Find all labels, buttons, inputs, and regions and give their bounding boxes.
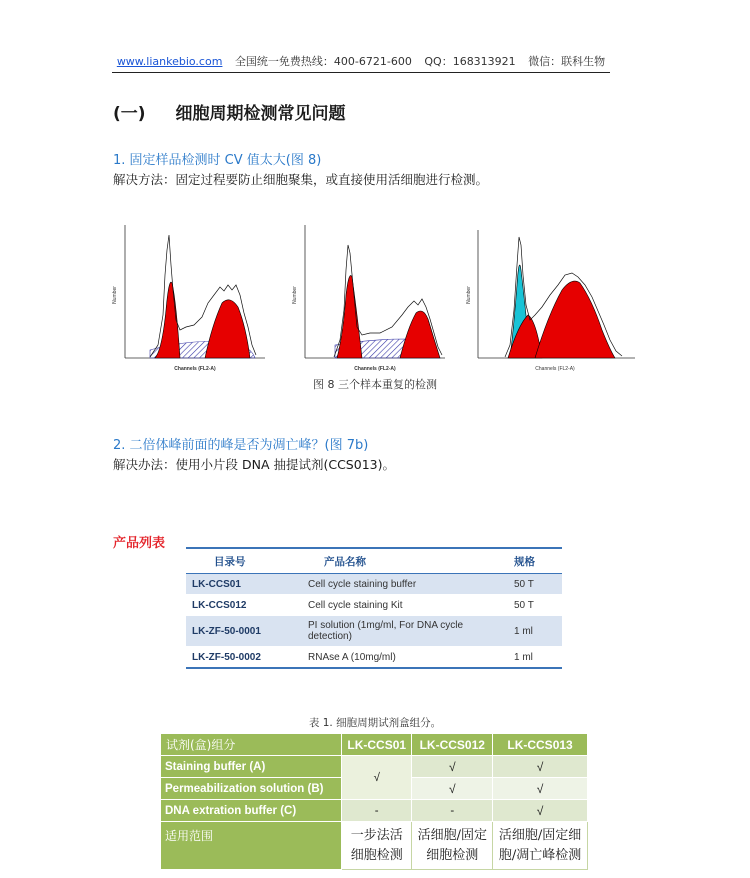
ccs013-cell: √ [493,800,588,822]
product-name: Cell cycle staining Kit [302,595,508,616]
g1-peak [337,275,362,358]
col-size: 规格 [508,548,562,574]
kit-components-table [160,733,588,870]
faq-answer-2: 解决办法：使用小片段 DNA 抽提试剂(CCS013)。 [113,457,395,472]
faq-answer-1: 解决方法：固定过程要防止细胞聚集，或直接使用活细胞进行检测。 [113,172,489,187]
ccs013-cell: √ [493,778,588,800]
ccs012-scope: 活细胞/固定细胞检测 [412,822,493,870]
g2-peak [535,281,615,358]
ccs012-cell: - [412,800,493,822]
histogram-panel-2 [292,225,445,372]
ccs013-cell: √ [493,756,588,778]
col-ccs01: LK-CCS01 [342,734,412,756]
ccs012-cell: √ [412,756,493,778]
figure-caption: 图 8 三个样本重复的检测 [313,378,437,391]
kit-table-caption: 表 1. 细胞周期试剂盒组分。 [308,717,442,729]
table-row [161,822,588,870]
product-name: PI solution (1mg/ml, For DNA cycle detection) [302,616,508,647]
col-ccs012: LK-CCS012 [412,734,493,756]
section-title: 细胞周期检测常见问题 [175,104,346,124]
component-label: Staining buffer (A) [161,756,342,778]
ccs01-cell: √ [342,756,412,800]
col-component: 试剂(盒)组分 [161,734,342,756]
panel-1-ylabel: Number [112,286,118,304]
catalog-number: LK-CCS01 [186,574,302,595]
panel-3-xlabel: Channels (FL2-A) [535,366,575,372]
ccs012-cell: √ [412,778,493,800]
section-number: (一) [113,104,146,124]
product-list-title: 产品列表 [113,536,166,551]
histogram-panel-3 [466,230,635,372]
product-name: RNAse A (10mg/ml) [302,647,508,669]
faq-question-2: 2. 二倍体峰前面的峰是否为凋亡峰？(图 7b) [113,438,369,453]
section-heading [113,99,346,124]
ccs01-scope: 一步法活细胞检测 [342,822,412,870]
table-row [161,756,588,778]
component-label: Permeabilization solution (B) [161,778,342,800]
g2-peak [400,311,440,358]
table-row [161,800,588,822]
qq-text: QQ：168313921 [424,55,516,68]
figure-8-histograms [110,215,650,375]
panel-1-xlabel: Channels (FL2-A) [174,366,216,372]
product-table-header [186,548,562,574]
table-row [186,574,562,595]
product-size: 50 T [508,574,562,595]
component-label: 适用范围 [161,822,342,870]
wechat-text: 微信：联科生物 [528,55,606,68]
panel-3-ylabel: Number [466,286,472,304]
table-row [186,616,562,647]
catalog-number: LK-ZF-50-0001 [186,616,302,647]
col-product-name: 产品名称 [302,548,508,574]
col-ccs013: LK-CCS013 [493,734,588,756]
ccs013-scope: 活细胞/固定细胞/凋亡峰检测 [493,822,588,870]
table-row [186,595,562,616]
product-size: 1 ml [508,616,562,647]
panel-2-xlabel: Channels (FL2-A) [354,366,396,372]
page-header [112,53,610,73]
panel-2-ylabel: Number [292,286,298,304]
website-link[interactable]: www.liankebio.com [116,55,223,68]
product-name: Cell cycle staining buffer [302,574,508,595]
product-size: 1 ml [508,647,562,669]
catalog-number: LK-CCS012 [186,595,302,616]
table-row [186,647,562,669]
product-table [186,547,562,669]
hotline-text: 全国统一免费热线：400-6721-600 [234,55,412,68]
component-label: DNA extration buffer (C) [161,800,342,822]
catalog-number: LK-ZF-50-0002 [186,647,302,669]
kit-table-header [161,734,588,756]
product-size: 50 T [508,595,562,616]
ccs01-cell: - [342,800,412,822]
col-catalog: 目录号 [186,548,302,574]
histogram-panel-1 [112,225,265,372]
faq-question-1: 1. 固定样品检测时 CV 值太大(图 8) [113,153,322,168]
